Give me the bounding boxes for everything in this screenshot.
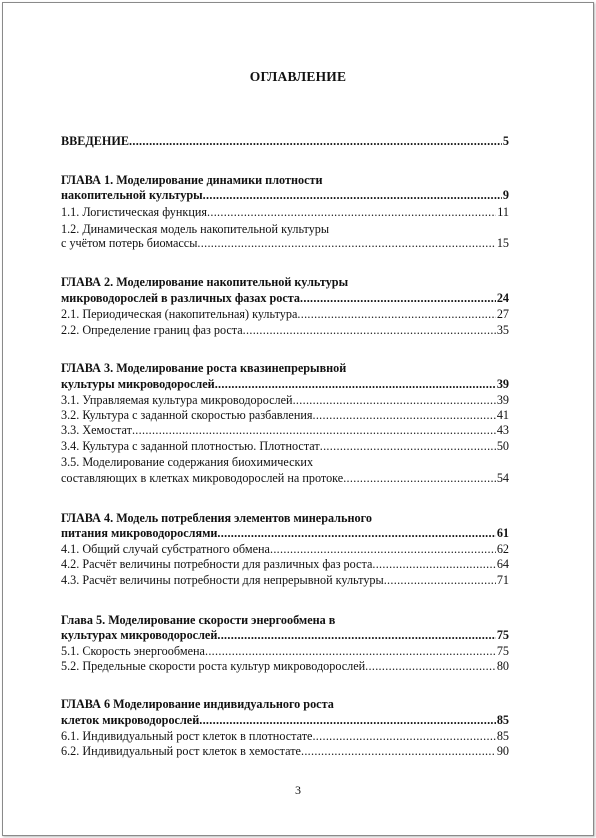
toc-dot-leader (300, 291, 496, 305)
toc-section-row (61, 307, 509, 321)
toc-entry-text: ГЛАВА 1. Моделирование динамики плотности (61, 173, 323, 187)
toc-section-row (61, 573, 509, 587)
toc-page-number: 85 (496, 713, 509, 727)
toc-page-number: 15 (496, 236, 509, 250)
toc-dot-leader (312, 408, 495, 422)
toc-section-row (61, 323, 509, 337)
toc-title: ОГЛАВЛЕНИЕ (249, 69, 347, 84)
toc-entry-text: Глава 5. Моделирование скорости энергообмена в (61, 613, 336, 627)
toc-section-row (61, 393, 509, 407)
toc-dot-leader (384, 573, 496, 587)
toc-dot-leader (132, 423, 496, 437)
toc-page-number: 50 (496, 439, 509, 453)
toc-dot-leader (217, 628, 495, 642)
toc-page-number: 9 (502, 188, 509, 202)
toc-section-row (61, 557, 509, 571)
toc-entry-text: ГЛАВА 2. Моделирование накопительной культуры (61, 275, 349, 289)
toc-dot-leader (270, 542, 496, 556)
toc-dot-leader (243, 323, 496, 337)
toc-entry-text: 3.1. Управляемая культура микроводорослей (61, 393, 293, 407)
toc-page-number: 41 (496, 408, 509, 422)
document-page (2, 2, 594, 836)
toc-dot-leader (343, 471, 496, 485)
toc-chapter-row (61, 361, 509, 375)
toc-dot-leader (301, 744, 496, 758)
toc-page-number: 43 (496, 423, 509, 437)
toc-entry-text: накопительной культуры (61, 188, 203, 202)
toc-entry-text: микроводорослей в различных фазах роста (61, 291, 300, 305)
toc-entry-text: 5.2. Предельные скорости роста культур микроводорослей (61, 659, 366, 673)
toc-entry-text: 5.1. Скорость энергообмена (61, 644, 205, 658)
toc-page-number: 80 (496, 659, 509, 673)
toc-section-row (61, 471, 509, 485)
toc-entry-text: ГЛАВА 3. Моделирование роста квазинепрерывной (61, 361, 347, 375)
toc-section-row (61, 236, 509, 250)
toc-entry-text: питания микроводорослями (61, 526, 218, 540)
toc-section-row (61, 455, 509, 469)
toc-section-row (61, 205, 509, 219)
toc-section-row (61, 644, 509, 658)
toc-entry-text: культуры микроводорослей (61, 377, 215, 391)
toc-entry-text: 6.2. Индивидуальный рост клеток в хемостате (61, 744, 301, 758)
toc-chapter-row (61, 697, 509, 711)
toc-entry-text: ГЛАВА 4. Модель потребления элементов минерального (61, 511, 372, 525)
toc-chapter-row (61, 134, 509, 148)
toc-entry-text: 1.1. Логистическая функция (61, 205, 207, 219)
toc-chapter-row (61, 511, 509, 525)
toc-entry-text: 4.3. Расчёт величины потребности для непрерывной культуры (61, 573, 384, 587)
toc-entry-text: составляющих в клетках микроводорослей на протоке (61, 471, 344, 485)
toc-dot-leader (293, 393, 496, 407)
toc-dot-leader (215, 377, 496, 391)
toc-dot-leader (199, 713, 496, 727)
toc-entry-text: 6.1. Индивидуальный рост клеток в плотностате (61, 729, 313, 743)
toc-entry-text: клеток микроводорослей (61, 713, 200, 727)
toc-page-number: 75 (496, 644, 509, 658)
toc-entry-text: 2.1. Периодическая (накопительная) культура (61, 307, 298, 321)
toc-page-number: 35 (496, 323, 509, 337)
toc-chapter-row (61, 526, 509, 540)
toc-page-number: 11 (497, 205, 509, 219)
toc-chapter-row (61, 628, 509, 642)
toc-dot-leader (203, 188, 502, 202)
toc-section-row (61, 659, 509, 673)
toc-dot-leader (129, 134, 502, 148)
toc-page-number: 39 (496, 393, 509, 407)
page-number: 3 (295, 783, 301, 797)
toc-page-number: 71 (496, 573, 509, 587)
toc-entry-text: культурах микроводорослей (61, 628, 218, 642)
toc-entry-text: 3.3. Хемостат (61, 423, 132, 437)
toc-chapter-row (61, 173, 509, 187)
toc-chapter-row (61, 188, 509, 202)
toc-page-number: 5 (502, 134, 509, 148)
toc-section-row (61, 542, 509, 556)
toc-chapter-row (61, 613, 509, 627)
toc-page-number: 75 (496, 628, 509, 642)
toc-section-row (61, 439, 509, 453)
toc-dot-leader (197, 236, 495, 250)
toc-page-number: 62 (496, 542, 509, 556)
toc-chapter-row (61, 377, 509, 391)
toc-entry-text: 1.2. Динамическая модель накопительной культуры (61, 222, 330, 236)
toc-dot-leader (205, 644, 496, 658)
toc-page-number: 85 (496, 729, 509, 743)
toc-entry-text: 4.1. Общий случай субстратного обмена (61, 542, 270, 556)
toc-dot-leader (207, 205, 496, 219)
toc-section-row (61, 222, 509, 236)
toc-entry-text: 3.4. Культура с заданной плотностью. Плотностат (61, 439, 320, 453)
toc-entry-text: 3.2. Культура с заданной скоростью разбавления (61, 408, 313, 422)
toc-entry-text: с учётом потерь биомассы (61, 236, 198, 250)
toc-entry-text: 4.2. Расчёт величины потребности для различных фаз роста (61, 557, 373, 571)
toc-section-row (61, 408, 509, 422)
toc-section-row (61, 423, 509, 437)
toc-page-number: 90 (496, 744, 509, 758)
toc-section-row (61, 744, 509, 758)
toc-page-number: 64 (496, 557, 509, 571)
toc-dot-leader (312, 729, 495, 743)
toc-entry-text: ГЛАВА 6 Моделирование индивидуального роста (61, 697, 334, 711)
toc-page-number: 27 (496, 307, 509, 321)
toc-dot-leader (297, 307, 495, 321)
toc-page-number: 24 (496, 291, 509, 305)
toc-dot-leader (217, 526, 495, 540)
toc-entry-text: 3.5. Моделирование содержания биохимических (61, 455, 314, 469)
toc-section-row (61, 729, 509, 743)
toc-entry-text: ВВЕДЕНИЕ (61, 134, 129, 148)
toc-chapter-row (61, 275, 509, 289)
toc-dot-leader (365, 659, 496, 673)
toc-entry-text: 2.2. Определение границ фаз роста (61, 323, 243, 337)
toc-dot-leader (372, 557, 495, 571)
toc-chapter-row (61, 713, 509, 727)
toc-page-number: 39 (496, 377, 509, 391)
toc-page-number: 61 (496, 526, 509, 540)
toc-dot-leader (320, 439, 496, 453)
toc-page-number: 54 (496, 471, 509, 485)
toc-chapter-row (61, 291, 509, 305)
